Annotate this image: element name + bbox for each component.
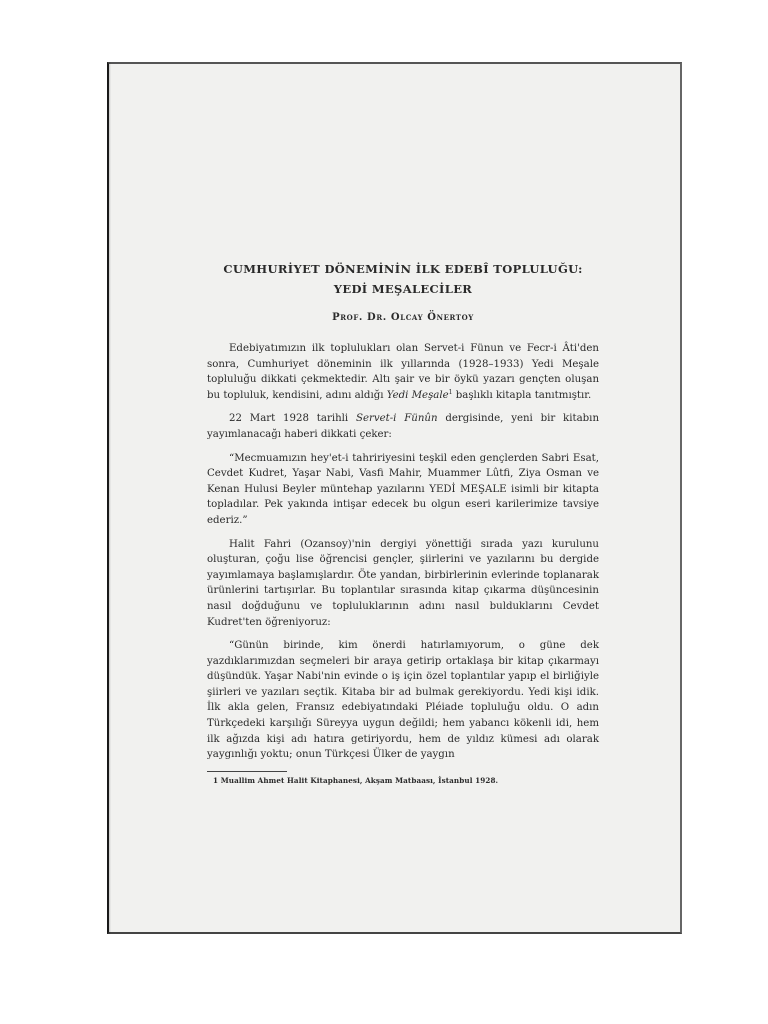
paragraph-1-text-a: Edebiyatımızın ilk toplulukları olan Servet-i Fünun ve Fecr-i Âti'den sonra, Cumhuriyet döneminin ilk yıllarında (1928–1933) Yedi Meşale topluluğu dikkati çekmektedir. Altı şair ve bir öykü yazarı gençten oluşan bu topluluk, kendisini, adını aldığı xyxy=(207,343,599,401)
paragraph-2-text-b: dergisinde, yeni bir kitabın yayımlanacağı haberi dikkati çeker: xyxy=(207,413,599,440)
title-line-2: YEDİ MEŞALECİLER xyxy=(333,282,473,296)
paragraph-2 xyxy=(207,411,599,442)
footnote-marker: 1 xyxy=(448,388,453,396)
article-body xyxy=(207,259,599,785)
paragraph-1-text-b: başlıklı kitapla tanıtmıştır. xyxy=(452,389,592,401)
journal-title-italic: Servet-i Fünûn xyxy=(355,413,438,425)
paragraph-3: Halit Fahri (Ozansoy)'nin dergiyi yönettiği sırada yazı kurulunu oluşturan, çoğu lise öğrencisi gençler, şiirlerini ve yazılarını bu dergide yayımlamaya başlamışlardır. Öte yandan, birbirlerinin evlerinde toplanarak ürünlerini tartışırlar. Bu toplantılar sırasında kitap çıkarma düşüncesinin nasıl doğduğunu ve topluluklarının adını nasıl bulduklarını Cevdet Kudret'ten öğreniyoruz: xyxy=(207,538,599,628)
scan-edge-shadow xyxy=(107,62,111,934)
author-name: Prof. Dr. Olcay Önertoy xyxy=(332,312,474,323)
footnote-divider xyxy=(207,771,287,772)
book-title-italic: Yedi Meşale xyxy=(386,389,449,401)
scanned-page xyxy=(107,62,682,934)
title-line-1: CUMHURİYET DÖNEMİNİN İLK EDEBÎ TOPLULUĞU: xyxy=(223,262,583,276)
footnote: 1 Muallim Ahmet Halit Kitaphanesi, Akşam Matbaası, İstanbul 1928. xyxy=(213,775,499,785)
paragraph-1 xyxy=(207,341,599,403)
quote-1: “Mecmuamızın hey'et-i tahririyesini teşkil eden gençlerden Sabri Esat, Cevdet Kudret, Yaşar Nabi, Vasfi Mahir, Muammer Lûtfi, Ziya Osman ve Kenan Hulusi Beyler müntehap yazılarını YEDİ MEŞALE isimli bir kitapta topladılar. Pek yakında intişar edecek bu olgun eseri karilerimize tavsiye ederiz.” xyxy=(207,452,599,526)
quote-2: “Günün birinde, kim önerdi hatırlamıyorum, o güne dek yazdıklarımızdan seçmeleri bir araya getirip ortaklaşa bir kitap çıkarmayı düşündük. Yaşar Nabi'nin evinde o iş için özel toplantılar yapıp el birliğiyle şiirleri ve yazıları seçtik. Kitaba bir ad bulmak gerekiyordu. Yedi kişi idik. İlk akla gelen, Fransız edebiyatındaki Pléiade topluluğu oldu. O adın Türkçedeki karşılığı Süreyya uygun değildi; hem yabancı kökenli idi, hem ilk ağızda kişi adı hatıra getiriyordu, hem de yıldız kümesi adı olarak yaygınlığı yoktu; onun Türkçesi Ülker de yaygın xyxy=(207,640,599,761)
paragraph-2-text-a: 22 Mart 1928 tarihli xyxy=(229,413,356,425)
article-title xyxy=(207,259,599,299)
